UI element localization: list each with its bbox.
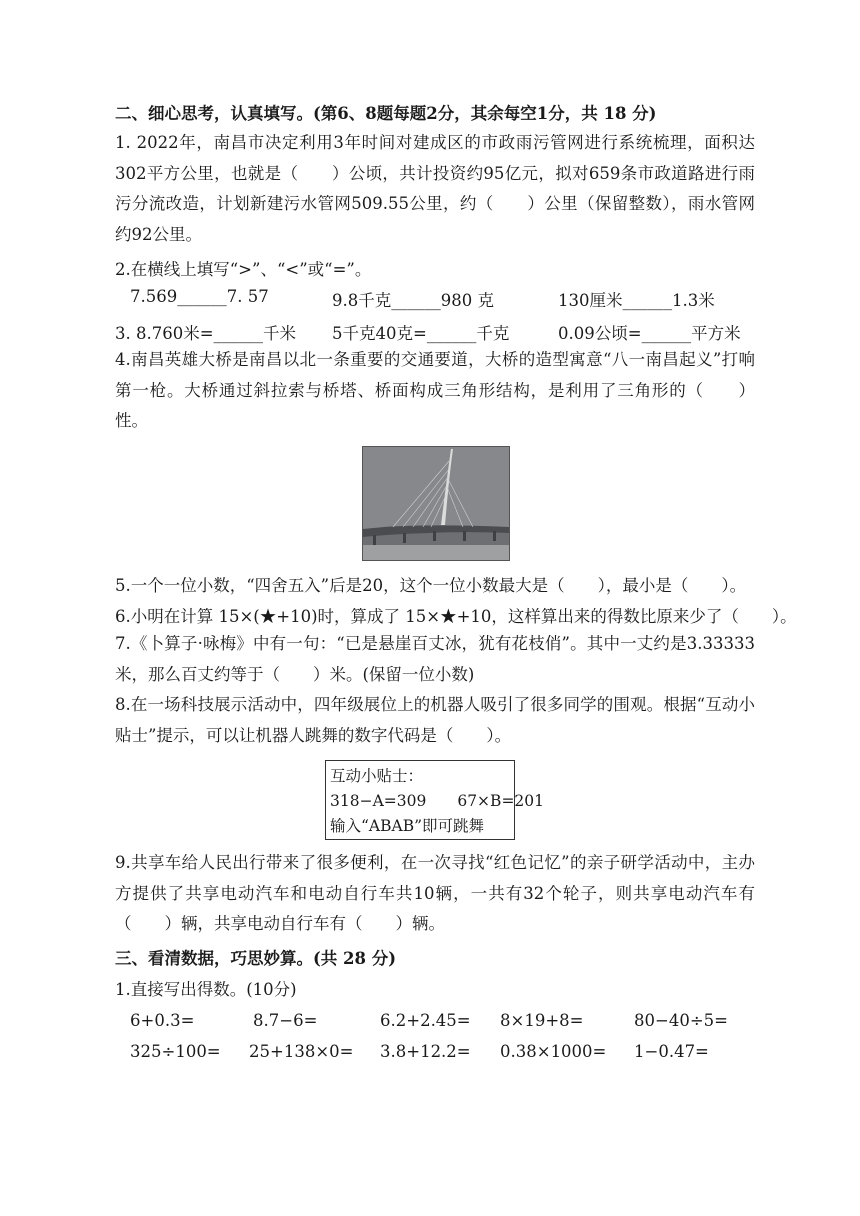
interactive-tip-box bbox=[325, 760, 545, 840]
bridge-icon bbox=[363, 447, 509, 560]
calc-item: 6.2+2.45= bbox=[380, 1011, 471, 1030]
question-1: 1. 2022年，南昌市决定利用3年时间对建成区的市政雨污管网进行系统梳理，面积达302平方公里，也就是（ ）公顷，共计投资约95亿元，拟对659条市政道路进行雨污分流改造，计划新建污水管网509.55公里，约（ ）公里（保留整数），雨水管网约92公里。 bbox=[115, 133, 755, 244]
section-3-title: 三、看清数据，巧思妙算。(共 28 分) bbox=[115, 949, 397, 968]
calc-item: 80−40÷5= bbox=[634, 1011, 728, 1030]
calc-item: 8.7−6= bbox=[253, 1011, 318, 1030]
calc-item: 1−0.47= bbox=[634, 1042, 709, 1061]
question-2-item-1: 7.569______7. 57 bbox=[130, 287, 269, 306]
calc-item: 0.38×1000= bbox=[500, 1042, 607, 1061]
question-2-item-2: 9.8千克______980 克 bbox=[332, 291, 494, 310]
calc-item: 3.8+12.2= bbox=[380, 1042, 471, 1061]
question-5: 5.一个一位小数，“四舍五入”后是20，这个一位小数最大是（ ），最小是（ ）。 bbox=[115, 576, 747, 595]
question-8: 8.在一场科技展示活动中，四年级展位上的机器人吸引了很多同学的围观。根据“互动小贴士”提示，可以让机器人跳舞的数字代码是（ ）。 bbox=[115, 695, 755, 745]
bridge-photo bbox=[362, 446, 510, 561]
question-6: 6.小明在计算 15×(★+10)时，算成了 15×★+10，这样算出来的得数比原来少了（ ）。 bbox=[115, 607, 797, 626]
question-3-item-2: 5千克40克=______千克 bbox=[332, 324, 510, 343]
question-3-item-1: 3. 8.760米=______千米 bbox=[115, 324, 297, 343]
tip-equations: 318−A=309 67×B=201 bbox=[330, 792, 545, 810]
question-3-item-3: 0.09公顷=______平方米 bbox=[558, 324, 741, 343]
question-2-item-3: 130厘米______1.3米 bbox=[558, 291, 715, 310]
question-4: 4.南昌英雄大桥是南昌以北一条重要的交通要道，大桥的造型寓意“八一南昌起义”打响第一枪。大桥通过斜拉索与桥塔、桥面构成三角形结构，是利用了三角形的（ ）性。 bbox=[115, 350, 755, 430]
tip-title: 互动小贴士： bbox=[330, 767, 424, 785]
calc-item: 6+0.3= bbox=[130, 1011, 195, 1030]
calc-prompt: 1.直接写出得数。(10分) bbox=[115, 980, 297, 999]
section-2-title: 二、细心思考，认真填写。(第6、8题每题2分，其余每空1分，共 18 分) bbox=[115, 104, 657, 123]
calc-item: 325÷100= bbox=[130, 1042, 221, 1061]
calc-item: 8×19+8= bbox=[500, 1011, 584, 1030]
tip-input: 输入“ABAB”即可跳舞 bbox=[330, 817, 485, 835]
question-9: 9.共享车给人民出行带来了很多便利，在一次寻找“红色记忆”的亲子研学活动中，主办方提供了共享电动汽车和电动自行车共10辆，一共有32个轮子，则共享电动汽车有（ ）辆，共享电动自行车有（ ）辆。 bbox=[115, 853, 755, 933]
question-2-prompt: 2.在横线上填写“>”、“<”或“=”。 bbox=[115, 260, 372, 279]
question-7: 7.《卜算子·咏梅》中有一句：“已是悬崖百丈冰，犹有花枝俏”。其中一丈约是3.33333 米，那么百丈约等于（ ）米。(保留一位小数) bbox=[115, 634, 755, 684]
calc-item: 25+138×0= bbox=[249, 1042, 354, 1061]
